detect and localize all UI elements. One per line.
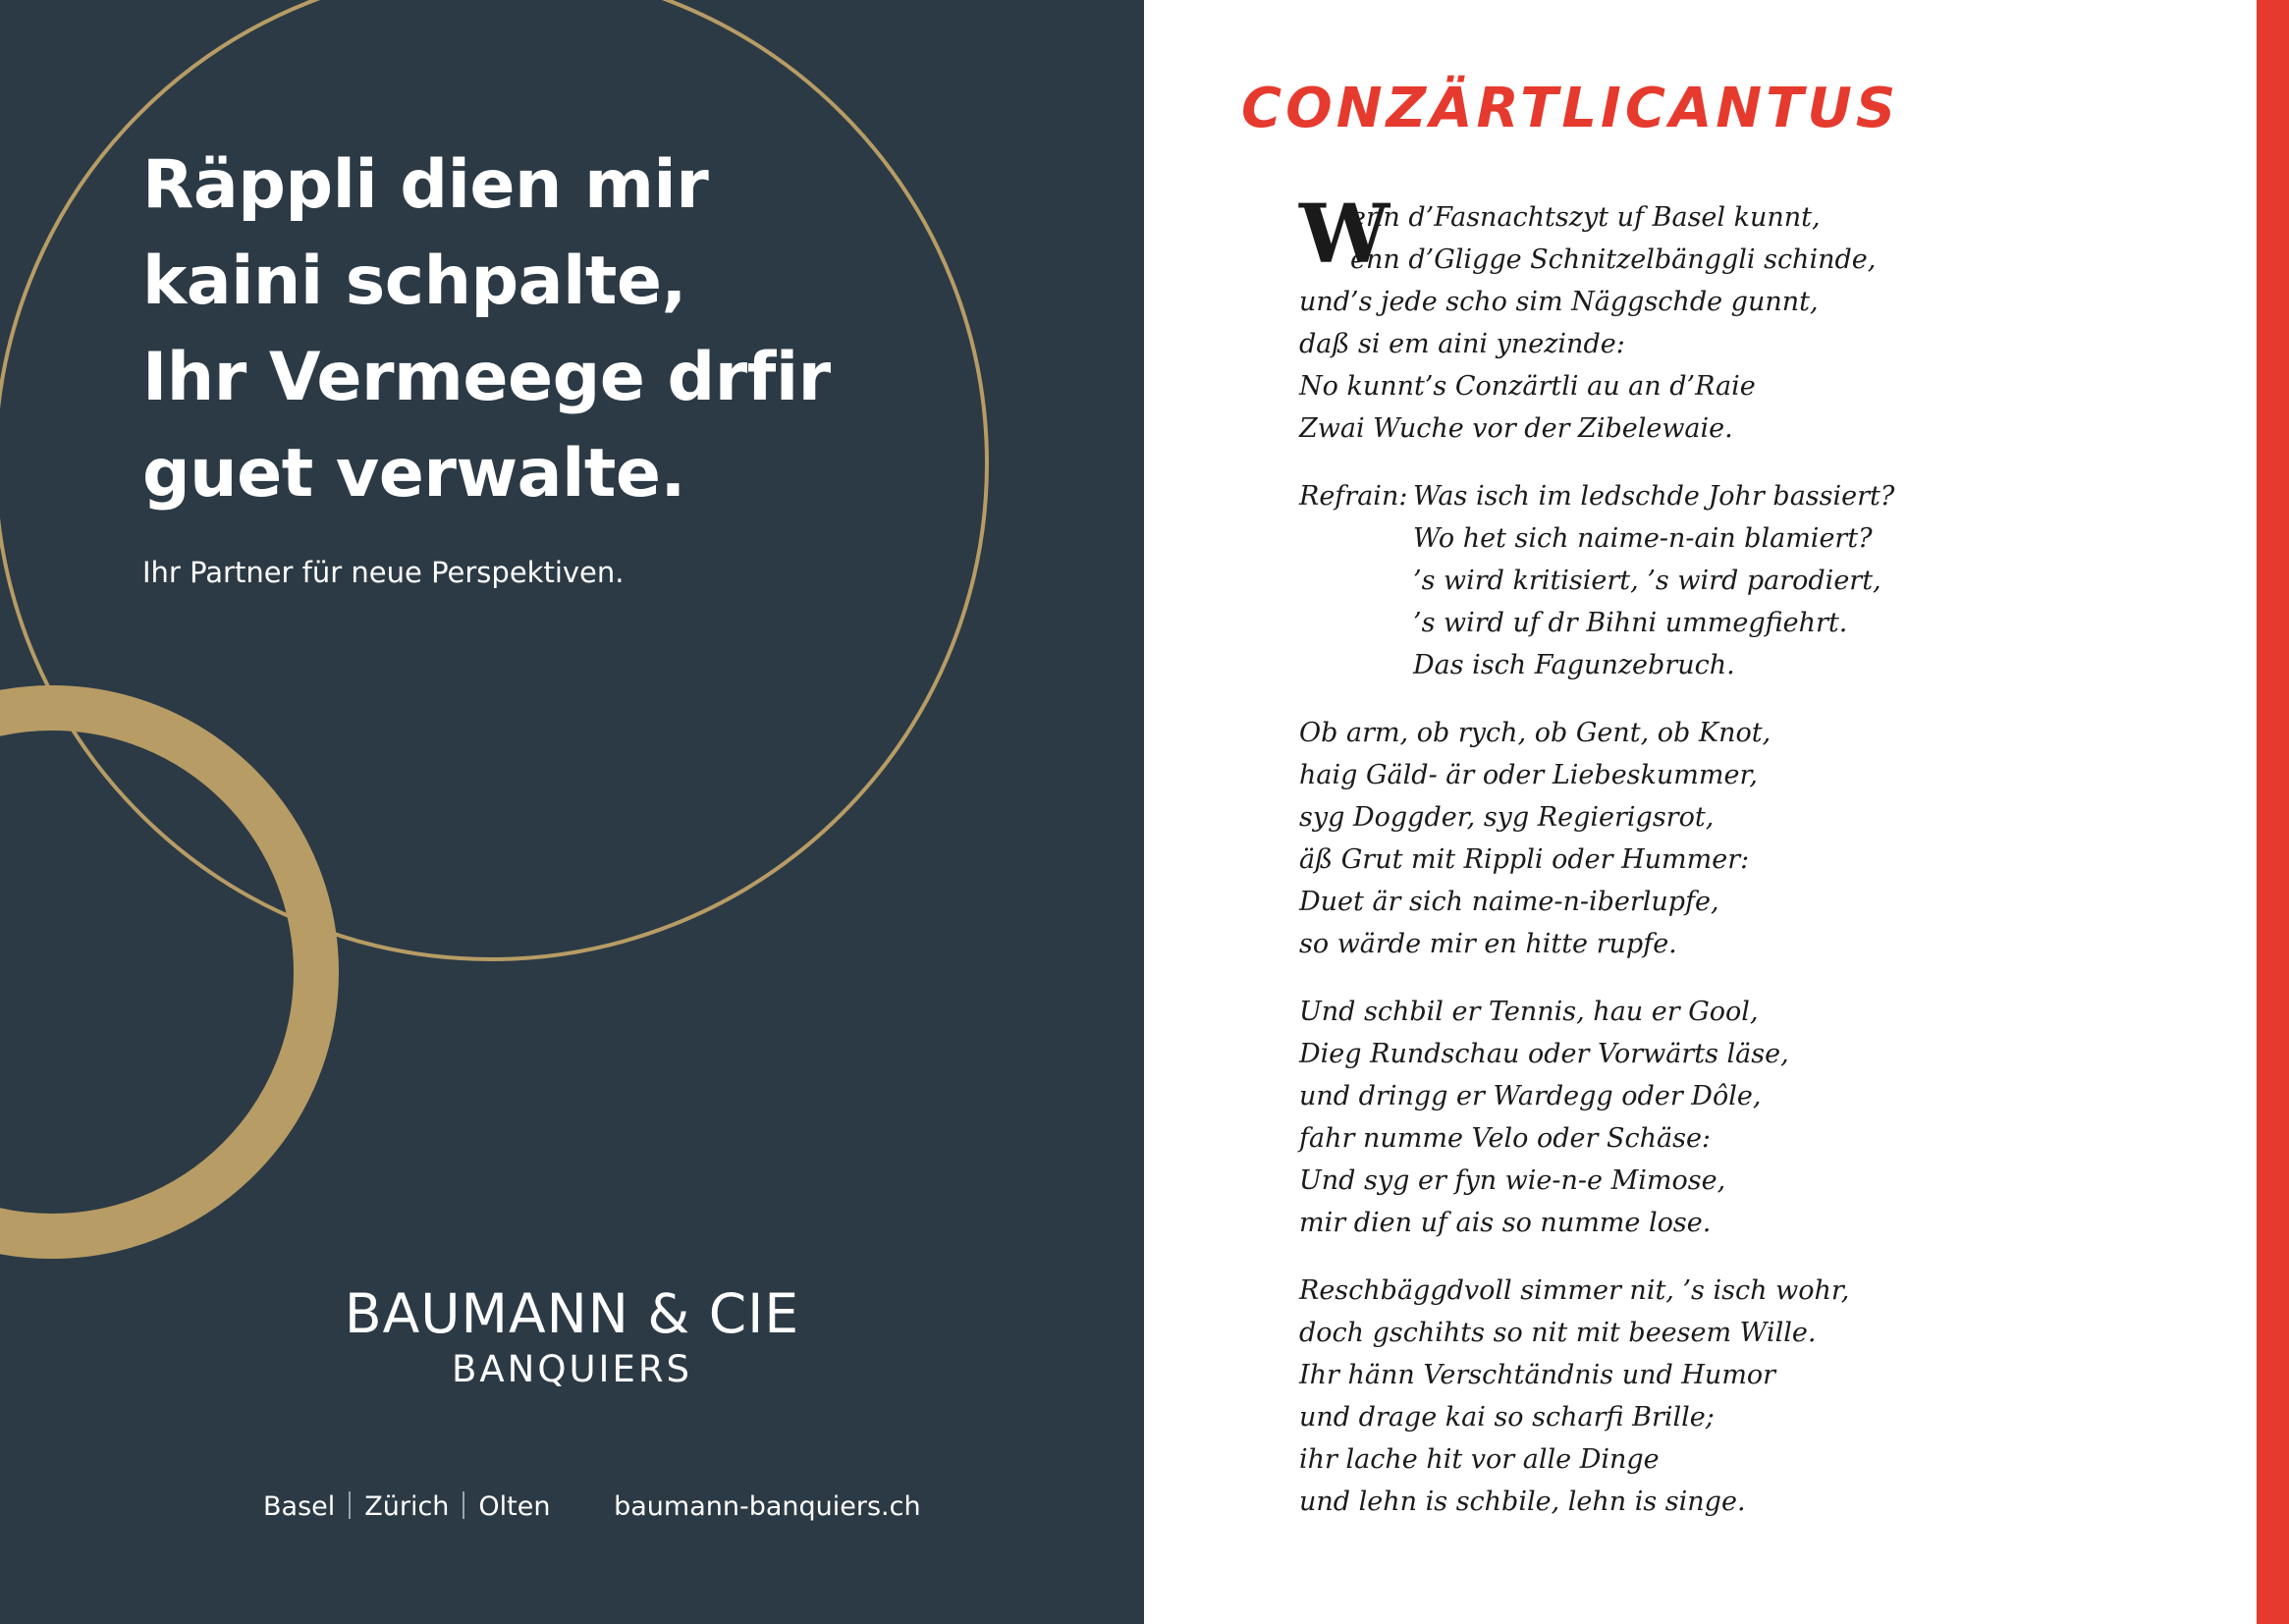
stanza-line-text: enn d’Gligge Schnitzelbänggli schinde, xyxy=(1350,244,1877,275)
location-basel: Basel xyxy=(263,1491,336,1522)
brand-name: BAUMANN & CIE xyxy=(344,1282,800,1345)
refrain xyxy=(1299,475,2242,686)
refrain-label: Refrain: xyxy=(1299,481,1408,512)
refrain-line: ’s wird uf dr Bihni ummegfiehrt. xyxy=(1413,608,1848,638)
stanza-line: und drage kai so scharfi Brille; xyxy=(1299,1402,1715,1433)
refrain-line: Wo het sich naime-n-ain blamiert? xyxy=(1413,523,1873,554)
stanza-line: Und schbil er Tennis, hau er Gool, xyxy=(1299,997,1759,1027)
stanza-line-text: enn d’Fasnachtszyt uf Basel kunnt, xyxy=(1350,202,1821,233)
stanza-line: fahr numme Velo oder Schäse: xyxy=(1299,1123,1712,1154)
stanza-line: ihr lache hit vor alle Dinge xyxy=(1299,1444,1660,1475)
stanza-line: Ob arm, ob rych, ob Gent, ob Knot, xyxy=(1299,718,1771,748)
stanza-line: Dieg Rundschau oder Vorwärts läse, xyxy=(1299,1039,1789,1069)
headline-line: Räppli dien mir xyxy=(142,146,709,224)
stanza-5 xyxy=(1299,1270,2242,1523)
song-text xyxy=(1299,188,2242,1548)
brand-logo xyxy=(0,1281,1144,1393)
stanza-line: Duet är sich naime-n-iberlupfe, xyxy=(1299,887,1719,917)
song-title: CONZÄRTLICANTUS xyxy=(1241,77,1900,140)
stanza-4 xyxy=(1299,991,2242,1244)
stanza-line: Und syg er fyn wie-n-e Mimose, xyxy=(1299,1165,1726,1196)
ad-panel xyxy=(0,0,1144,1624)
stanza-line: äß Grut mit Rippli oder Hummer: xyxy=(1299,844,1750,875)
ad-footer xyxy=(263,1489,921,1525)
stanza-line: so wärde mir en hitte rupfe. xyxy=(1299,929,1677,959)
separator xyxy=(349,1491,351,1519)
location-olten: Olten xyxy=(478,1491,551,1522)
stanza-line: doch gschihts so nit mit beesem Wille. xyxy=(1299,1318,1817,1348)
headline-line: guet verwalte. xyxy=(142,435,685,513)
stanza-line: und lehn is schbile, lehn is singe. xyxy=(1299,1487,1746,1517)
small-thick-ring xyxy=(0,708,316,1236)
stanza-line xyxy=(1299,239,2242,281)
stanza-line: mir dien uf ais so numme lose. xyxy=(1299,1208,1712,1238)
stanza-line: daß si em aini ynezinde: xyxy=(1299,329,1625,359)
stanza-line: syg Doggder, syg Regierigsrot, xyxy=(1299,802,1715,833)
stanza-line: No kunnt’s Conzärtli au an d’Raie xyxy=(1299,371,1756,402)
stanza-line: Reschbäggdvoll simmer nit, ’s isch wohr, xyxy=(1299,1275,1850,1306)
refrain-line: Was isch im ledschde Johr bassiert? xyxy=(1413,481,1895,512)
stanza-line: Ihr hänn Verschtändnis und Humor xyxy=(1299,1360,1776,1390)
stanza-3 xyxy=(1299,712,2242,965)
brand-subtitle: BANQUIERS xyxy=(451,1348,693,1390)
website-link[interactable]: baumann-banquiers.ch xyxy=(614,1491,921,1522)
headline-line: Ihr Vermeege drfir xyxy=(142,339,831,416)
stanza-line: Zwai Wuche vor der Zibelewaie. xyxy=(1299,413,1733,444)
separator xyxy=(463,1491,464,1519)
ad-tagline: Ihr Partner für neue Perspektiven. xyxy=(142,556,625,589)
stanza-1 xyxy=(1299,188,2242,450)
stanza-line: und dringg er Wardegg oder Dôle, xyxy=(1299,1081,1762,1111)
refrain-line: ’s wird kritisiert, ’s wird parodiert, xyxy=(1413,566,1881,596)
headline-line: kaini schpalte, xyxy=(142,243,686,320)
refrain-line: Das isch Fagunzebruch. xyxy=(1413,650,1735,680)
location-zurich: Zürich xyxy=(364,1491,450,1522)
red-edge-bar xyxy=(2257,0,2289,1624)
drop-cap: W xyxy=(1299,188,1390,282)
stanza-line: haig Gäld- är oder Liebeskummer, xyxy=(1299,760,1758,790)
stanza-line: und’s jede scho sim Näggschde gunnt, xyxy=(1299,287,1819,317)
ad-headline xyxy=(142,137,831,522)
